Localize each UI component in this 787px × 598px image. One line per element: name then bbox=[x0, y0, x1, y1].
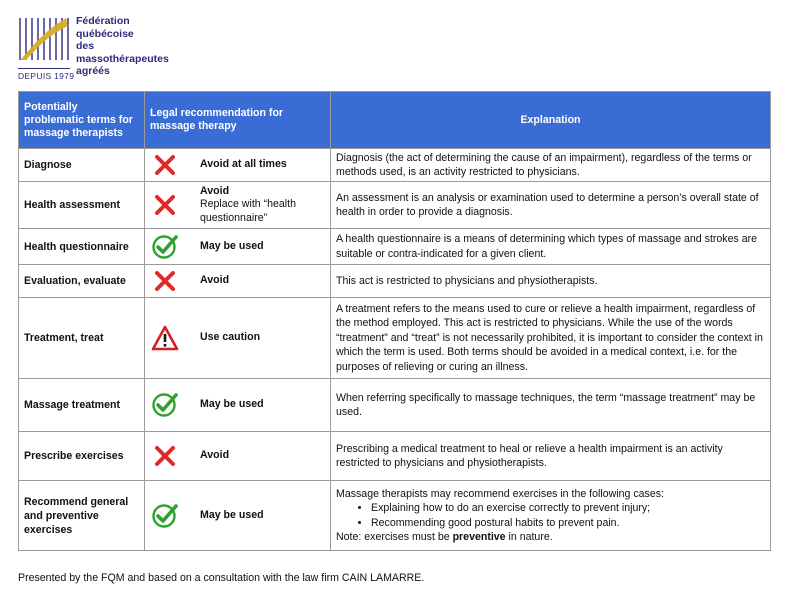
term-cell: Health assessment bbox=[19, 182, 145, 229]
term-cell: Health questionnaire bbox=[19, 229, 145, 265]
recommendation-cell bbox=[145, 481, 331, 551]
cross-icon bbox=[150, 442, 180, 470]
explanation-note bbox=[336, 530, 765, 545]
recommendation-cell bbox=[145, 182, 331, 229]
term-cell: Diagnose bbox=[19, 149, 145, 182]
explanation-cell: Diagnosis (the act of determining the cause of an impairment), regardless of the terms or methods used, is an activity restricted to physicians. bbox=[331, 149, 771, 182]
logo-line: agréés bbox=[76, 65, 110, 77]
table-header-row bbox=[19, 92, 771, 149]
term-cell: Massage treatment bbox=[19, 379, 145, 432]
table-row bbox=[19, 149, 771, 182]
explanation-cell: Prescribing a medical treatment to heal or relieve a health impairment is an activity restricted to physicians and physiotherapists. bbox=[331, 432, 771, 481]
header-term: Potentially problematic terms for massage therapists bbox=[19, 92, 145, 149]
check-icon bbox=[150, 233, 180, 261]
note-text: in nature. bbox=[505, 531, 553, 543]
explanation-cell bbox=[331, 481, 771, 551]
logo-line: Fédération bbox=[76, 15, 130, 27]
logo-mark-icon bbox=[18, 14, 70, 64]
check-icon bbox=[150, 391, 180, 419]
recommendation-label: May be used bbox=[200, 508, 264, 521]
exercise-cases-list bbox=[336, 501, 765, 530]
table-row bbox=[19, 182, 771, 229]
explanation-cell: A health questionnaire is a means of determining which types of massage and strokes are suitable or contra-indicated for a given client. bbox=[331, 229, 771, 265]
list-item: • Explaining how to do an exercise correctly to prevent injury; bbox=[371, 501, 765, 516]
warning-icon bbox=[150, 324, 180, 352]
header-recommendation: Legal recommendation for massage therapy bbox=[145, 92, 331, 149]
recommendation-cell bbox=[145, 265, 331, 298]
recommendation-note: Replace with “health questionnaire” bbox=[200, 198, 296, 224]
recommendation-label: May be used bbox=[200, 398, 264, 411]
terms-table bbox=[18, 91, 771, 551]
note-text: Note: exercises must be bbox=[336, 531, 453, 543]
logo-since: DEPUIS 1979 bbox=[18, 71, 75, 81]
table-row bbox=[19, 432, 771, 481]
logo-line: des massothérapeutes bbox=[76, 40, 169, 65]
recommendation-label: May be used bbox=[200, 239, 264, 252]
logo-divider bbox=[18, 68, 70, 69]
table-row bbox=[19, 379, 771, 432]
recommendation-label: Avoid bbox=[200, 184, 230, 197]
term-cell: Prescribe exercises bbox=[19, 432, 145, 481]
term-cell: Recommend general and preventive exercises bbox=[19, 481, 145, 551]
note-emphasis: preventive bbox=[452, 531, 506, 543]
term-cell: Treatment, treat bbox=[19, 298, 145, 379]
table-row bbox=[19, 229, 771, 265]
footer-note: Presented by the FQM and based on a consultation with the law firm CAIN LAMARRE. bbox=[18, 572, 425, 584]
logo-line: québécoise bbox=[76, 27, 134, 40]
cross-icon bbox=[150, 151, 180, 179]
recommendation-label: Avoid at all times bbox=[200, 158, 287, 171]
cross-icon bbox=[150, 267, 180, 295]
logo-text bbox=[76, 15, 188, 78]
explanation-cell: This act is restricted to physicians and physiotherapists. bbox=[331, 265, 771, 298]
table-row bbox=[19, 265, 771, 298]
list-item: • Recommending good postural habits to prevent pain. bbox=[371, 516, 765, 531]
recommendation-label: Use caution bbox=[200, 331, 261, 344]
header-explanation: Explanation bbox=[331, 92, 771, 149]
recommendation-cell bbox=[145, 298, 331, 379]
explanation-cell: When referring specifically to massage techniques, the term “massage treatment” may be used. bbox=[331, 379, 771, 432]
explanation-cell: An assessment is an analysis or examination used to determine a person’s overall state of health in order to provide a diagnosis. bbox=[331, 182, 771, 229]
cross-icon bbox=[150, 191, 180, 219]
recommendation-cell bbox=[145, 149, 331, 182]
recommendation-cell bbox=[145, 229, 331, 265]
explanation-intro: Massage therapists may recommend exercises in the following cases: bbox=[336, 487, 664, 500]
check-icon bbox=[150, 502, 180, 530]
recommendation-cell bbox=[145, 432, 331, 481]
recommendation-cell bbox=[145, 379, 331, 432]
recommendation-label: Avoid bbox=[200, 449, 230, 462]
table-row bbox=[19, 481, 771, 551]
term-cell: Evaluation, evaluate bbox=[19, 265, 145, 298]
fqm-logo bbox=[18, 14, 188, 84]
recommendation-label: Avoid bbox=[200, 274, 230, 287]
explanation-cell: A treatment refers to the means used to cure or relieve a health impairment, regardless of the method employed. This act is restricted to physicians. While the use of the words “treatment” and “treat” is not necessarily prohibited, it is important to consider the context in which the term is used. Both terms should be avoided in a medical context, i.e. for the purposes of relieving or curing an illness. bbox=[331, 298, 771, 379]
table-row bbox=[19, 298, 771, 379]
